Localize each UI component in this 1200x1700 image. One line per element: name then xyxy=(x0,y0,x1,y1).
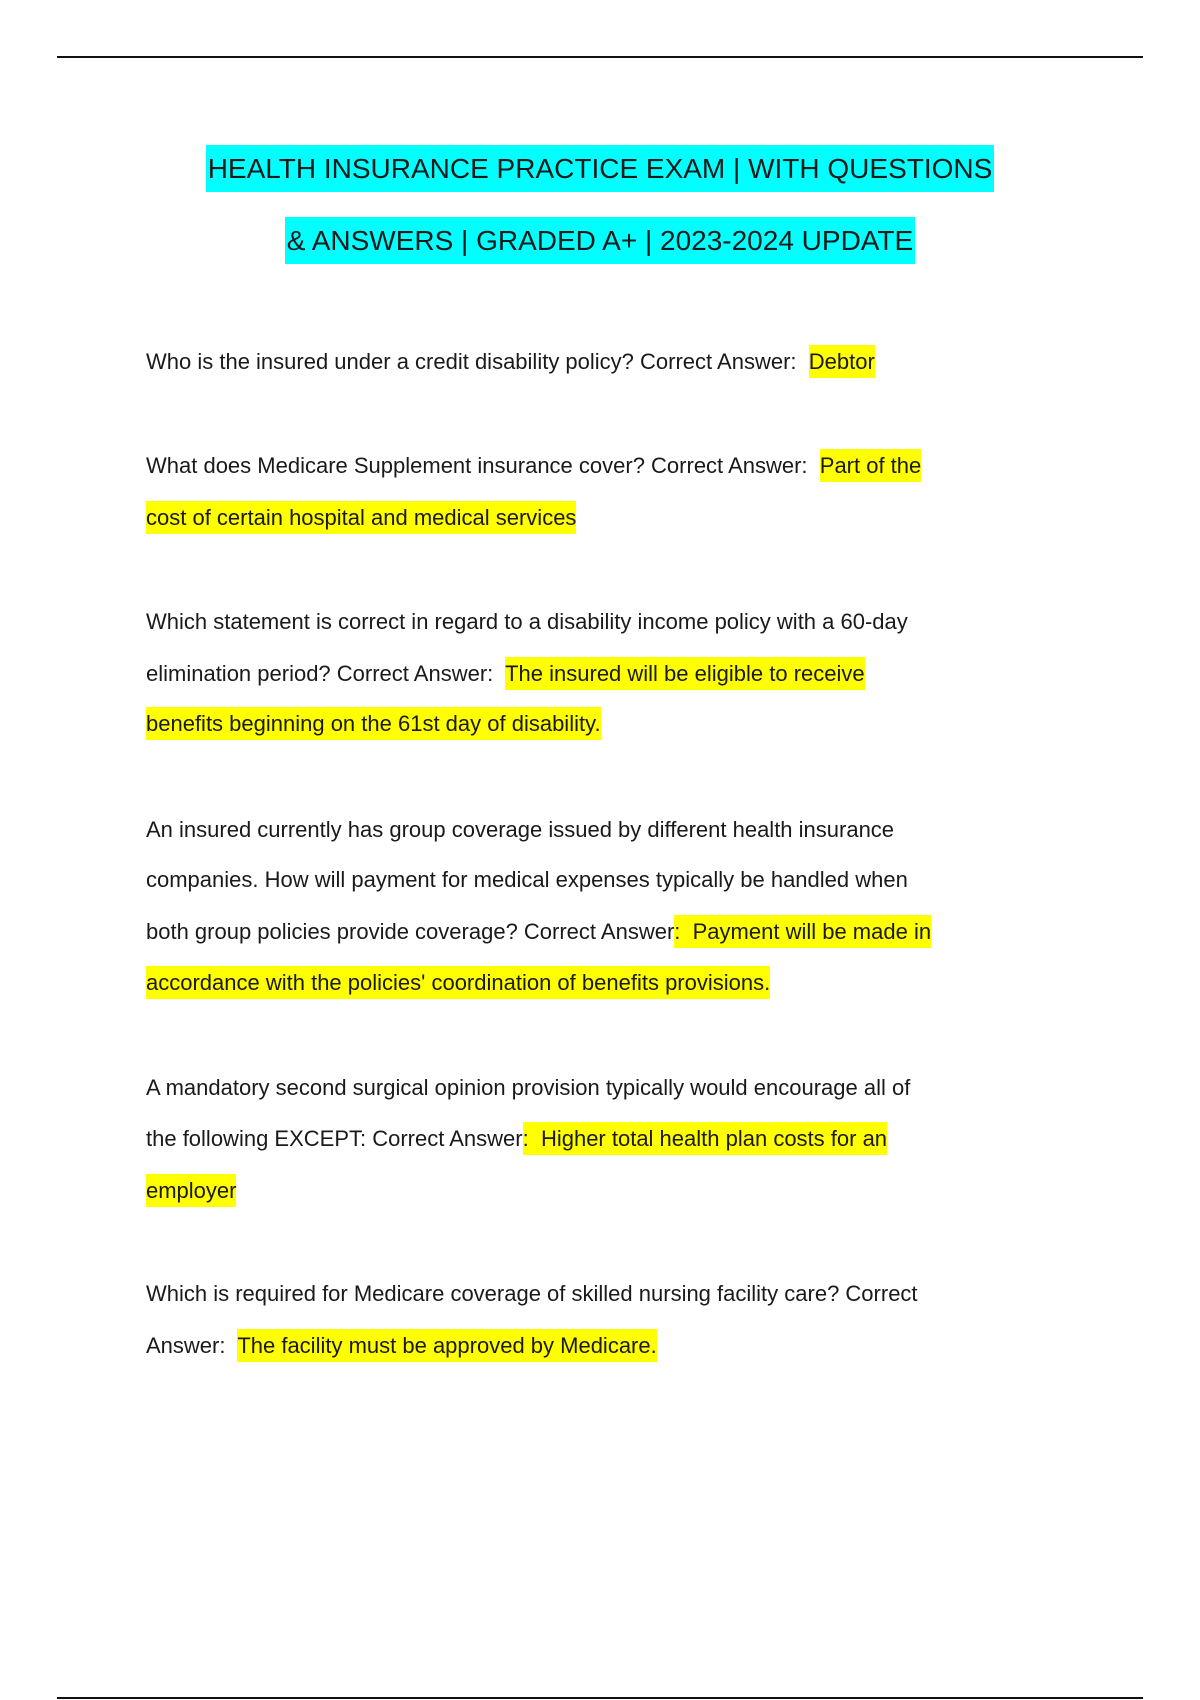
qa-item-3-line xyxy=(146,607,908,637)
question-text: What does Medicare Supplement insurance cover? Correct Answer: xyxy=(146,453,820,478)
qa-item-6-line xyxy=(146,1331,657,1361)
qa-item-5-line xyxy=(146,1073,910,1103)
answer-highlight: accordance with the policies' coordination of benefits provisions. xyxy=(146,966,770,999)
document-title-line-1 xyxy=(0,153,1200,185)
question-text: Who is the insured under a credit disability policy? Correct Answer: xyxy=(146,349,809,374)
title-text: & ANSWERS | GRADED A+ | 2023-2024 UPDATE xyxy=(285,217,915,264)
qa-item-6-line xyxy=(146,1279,918,1309)
answer-highlight: employer xyxy=(146,1174,236,1207)
qa-item-4-line xyxy=(146,917,931,947)
question-text: the following EXCEPT: Correct Answer xyxy=(146,1126,523,1151)
answer-highlight: Part of the xyxy=(820,449,922,482)
qa-item-5-line xyxy=(146,1176,236,1206)
answer-highlight: benefits beginning on the 61st day of disability. xyxy=(146,707,601,740)
qa-item-3-line xyxy=(146,659,865,689)
qa-item-4-line xyxy=(146,968,770,998)
answer-highlight: The facility must be approved by Medicare. xyxy=(237,1329,656,1362)
answer-highlight: : Payment will be made in xyxy=(674,915,931,948)
qa-item-3-line xyxy=(146,709,601,739)
qa-item-4-line xyxy=(146,865,908,895)
question-text: Which statement is correct in regard to a disability income policy with a 60-day xyxy=(146,609,908,634)
question-text: both group policies provide coverage? Correct Answer xyxy=(146,919,675,944)
qa-item-2-line xyxy=(146,451,921,481)
answer-highlight: Debtor xyxy=(809,345,875,378)
question-text: An insured currently has group coverage issued by different health insurance xyxy=(146,817,895,842)
answer-highlight: The insured will be eligible to receive xyxy=(505,657,865,690)
title-text: HEALTH INSURANCE PRACTICE EXAM | WITH QUESTIONS xyxy=(206,145,995,192)
qa-item-4-line xyxy=(146,815,894,845)
document-title-line-2 xyxy=(0,225,1200,257)
answer-highlight: cost of certain hospital and medical services xyxy=(146,501,576,534)
qa-item-1-line xyxy=(146,347,875,377)
qa-item-2-line xyxy=(146,503,576,533)
qa-item-5-line xyxy=(146,1124,887,1154)
bottom-rule xyxy=(57,1697,1143,1699)
question-text: Answer: xyxy=(146,1333,238,1358)
top-rule xyxy=(57,56,1143,58)
question-text: elimination period? Correct Answer: xyxy=(146,661,506,686)
answer-highlight: : Higher total health plan costs for an xyxy=(523,1122,887,1155)
question-text: companies. How will payment for medical expenses typically be handled when xyxy=(146,867,908,892)
question-text: Which is required for Medicare coverage of skilled nursing facility care? Correct xyxy=(146,1281,918,1306)
question-text: A mandatory second surgical opinion provision typically would encourage all of xyxy=(146,1075,911,1100)
